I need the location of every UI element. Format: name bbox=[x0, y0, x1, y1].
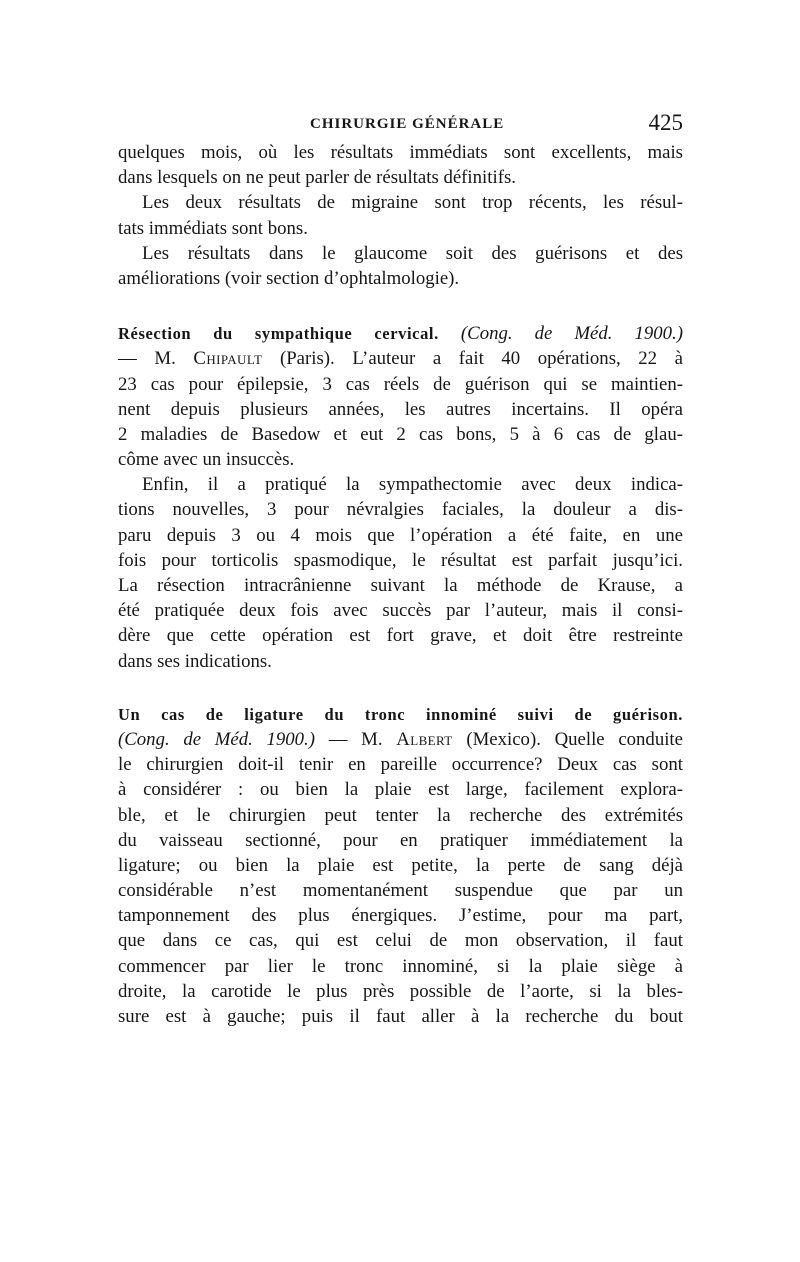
text-line: dans lesquels on ne peut parler de résultats définitifs. bbox=[118, 167, 516, 189]
text-line: le chirurgien doit-il tenir en pareille occurrence? Deux cas sont bbox=[118, 754, 683, 776]
article-citation: (Cong. de Méd. 1900.) bbox=[460, 323, 683, 345]
text-line: droite, la carotide le plus près possible de l’aorte, si la bles- bbox=[118, 980, 683, 1002]
article-citation: (Cong. de Méd. 1900.) bbox=[118, 728, 316, 750]
author-name: Chipault bbox=[193, 348, 263, 370]
text-line: été pratiquée deux fois avec succès par l’auteur, mais il consi- bbox=[118, 600, 683, 622]
text-line: nent depuis plusieurs années, les autres incertains. Il opéra bbox=[118, 398, 683, 420]
author-rest: (Paris). L’auteur a fait 40 opérations, 22 à bbox=[279, 348, 683, 370]
text-line: ligature; ou bien la plaie est petite, la perte de sang déjà bbox=[118, 854, 683, 876]
article-heading-line bbox=[118, 321, 683, 346]
text-line: considérable n’est momentanément suspendue que par un bbox=[118, 880, 683, 902]
text-line: que dans ce cas, qui est celui de mon observation, il faut bbox=[118, 930, 683, 952]
text-line: du vaisseau sectionné, pour en pratiquer immédiatement la bbox=[118, 829, 683, 851]
text-line: commencer par lier le tronc innominé, si la plaie siège à bbox=[118, 955, 683, 977]
author-prefix: — M. bbox=[328, 728, 383, 750]
text-line: quelques mois, où les résultats immédiats sont excellents, mais bbox=[118, 142, 683, 163]
text-line: Enfin, il a pratiqué la sympathectomie avec deux indica- bbox=[142, 474, 683, 496]
article-author-line bbox=[118, 727, 683, 752]
text-line: fois pour torticolis spasmodique, le résultat est parfait jusqu’ici. bbox=[118, 549, 683, 571]
page-header bbox=[118, 110, 683, 140]
article-author-line bbox=[118, 346, 683, 371]
text-line: à considérer : ou bien la plaie est large, facilement explora- bbox=[118, 779, 683, 801]
text-line: dans ses indications. bbox=[118, 650, 272, 672]
text-line: ble, et le chirurgien peut tenter la recherche des extrémités bbox=[118, 804, 683, 826]
text-line: 23 cas pour épilepsie, 3 cas réels de guérison qui se maintien- bbox=[118, 373, 683, 395]
text-line: tamponnement des plus énergiques. J’estime, pour ma part, bbox=[118, 905, 683, 927]
text-line: côme avec un insuccès. bbox=[118, 449, 295, 471]
article-ligature bbox=[118, 702, 683, 1029]
author-name: Albert bbox=[396, 728, 453, 750]
text-line: tions nouvelles, 3 pour névralgies faciales, la douleur a dis- bbox=[118, 499, 683, 521]
text-line: paru depuis 3 ou 4 mois que l’opération a été faite, en une bbox=[118, 524, 683, 546]
text-line: sure est à gauche; puis il faut aller à la recherche du bout bbox=[118, 1006, 683, 1027]
text-line: améliorations (voir section d’ophtalmologie). bbox=[118, 267, 460, 289]
article-title: Résection du sympathique cervical. bbox=[118, 324, 439, 344]
running-head: CHIRURGIE GÉNÉRALE bbox=[310, 116, 505, 132]
text-line: Les résultats dans le glaucome soit des guérisons et des bbox=[142, 242, 683, 264]
article-heading-line bbox=[118, 702, 683, 727]
intro-paragraphs bbox=[118, 140, 683, 291]
article-sympathique bbox=[118, 321, 683, 674]
text-line: La résection intracrânienne suivant la méthode de Krause, a bbox=[118, 575, 683, 596]
text-line: tats immédiats sont bons. bbox=[118, 217, 308, 239]
page-number: 425 bbox=[648, 110, 683, 135]
article-title: Un cas de ligature du tronc innominé suivi de guérison. bbox=[118, 704, 683, 724]
book-page bbox=[118, 110, 683, 1029]
text-line: dère que cette opération est fort grave, et doit être restreinte bbox=[118, 625, 683, 647]
text-line: 2 maladies de Basedow et eut 2 cas bons, 5 à 6 cas de glau- bbox=[118, 423, 683, 445]
author-rest: (Mexico). Quelle conduite bbox=[466, 728, 683, 750]
author-prefix: — M. bbox=[118, 348, 176, 370]
text-line: Les deux résultats de migraine sont trop récents, les résul- bbox=[142, 192, 683, 214]
